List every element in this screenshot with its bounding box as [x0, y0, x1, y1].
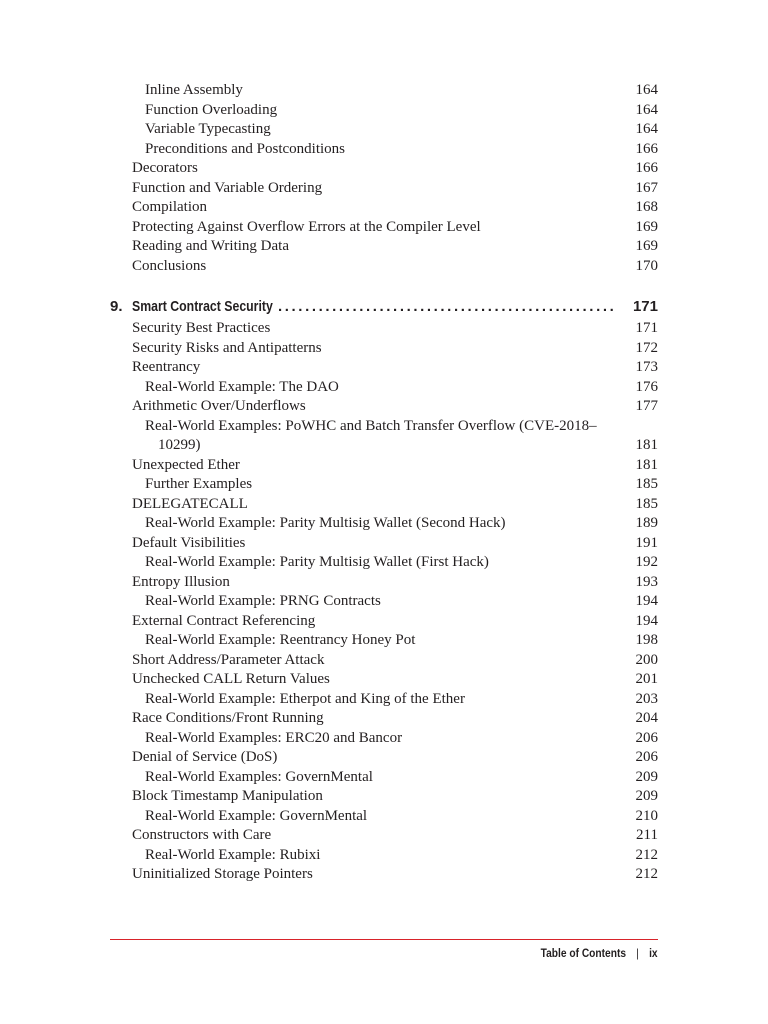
- toc-entry-title: [132, 787, 323, 807]
- toc-entry[interactable]: [0, 237, 768, 257]
- chapter-leader-dots: ..................................................: [278, 298, 617, 315]
- toc-entry-page: 204: [635, 710, 658, 726]
- toc-entry-title-text: Real-World Example: The DAO: [145, 378, 339, 395]
- toc-entry-title-text: Real-World Example: Etherpot and King of the Ether: [145, 690, 465, 707]
- toc-entry-page: 164: [635, 121, 658, 137]
- toc-entry-page: 169: [635, 218, 658, 235]
- toc-entry[interactable]: [0, 729, 768, 749]
- footer-page-number: ix: [649, 946, 658, 960]
- toc-entry-title: [145, 592, 381, 612]
- toc-entry-title: [132, 159, 198, 179]
- toc-entry[interactable]: [0, 826, 768, 846]
- toc-entry[interactable]: [0, 670, 768, 690]
- toc-entry-title-text: Real-World Examples: PoWHC and Batch Transfer Overflow (CVE-2018–: [145, 417, 597, 434]
- toc-entry-page: 206: [635, 729, 658, 746]
- toc-entry-title: [132, 397, 306, 417]
- toc-entry-page: 206: [635, 749, 658, 765]
- toc-entry-title-text: Constructors with Care: [132, 827, 272, 843]
- toc-entry-page: 192: [635, 554, 658, 570]
- toc-entry-title: [145, 101, 277, 121]
- toc-entry-title: [145, 417, 625, 456]
- toc-entry-title-text: Block Timestamp Manipulation: [132, 788, 323, 804]
- toc-entry-page: 210: [635, 807, 658, 824]
- toc-entry-title-text: Further Examples: [145, 476, 253, 492]
- toc-entry[interactable]: [0, 709, 768, 729]
- toc-entry[interactable]: [0, 198, 768, 218]
- toc-entry[interactable]: [0, 553, 768, 573]
- toc-entry-title: [145, 81, 243, 101]
- toc-entry-page: 173: [635, 359, 658, 375]
- toc-entry[interactable]: [0, 534, 768, 554]
- toc-entry-title: [132, 670, 330, 690]
- toc-entry-title: [132, 319, 270, 339]
- toc-entry-page: 166: [635, 140, 658, 157]
- toc-entry-title-text: Uninitialized Storage Pointers: [132, 866, 313, 882]
- toc-entry-page: 212: [635, 846, 658, 863]
- toc-entry-title-text: Preconditions and Postconditions: [145, 140, 345, 157]
- toc-entry-title: [132, 612, 315, 632]
- toc-entry-title: [132, 456, 240, 476]
- toc-entry-page: 191: [635, 534, 658, 551]
- toc-entry-page: 177: [635, 398, 658, 414]
- toc-entry-page: 172: [635, 339, 658, 356]
- toc-entry[interactable]: [0, 397, 768, 417]
- toc-entry[interactable]: [0, 378, 768, 398]
- toc-entry-title-text: Unexpected Ether: [132, 456, 240, 473]
- toc-entry-page: 203: [635, 690, 658, 707]
- toc-entry-title: [132, 534, 245, 554]
- toc-entry[interactable]: [0, 807, 768, 827]
- toc-entry-page: 166: [635, 160, 658, 176]
- toc-entry-title: [132, 218, 481, 238]
- footer-rule: [110, 939, 658, 940]
- toc-entry[interactable]: [0, 631, 768, 651]
- toc-entry-title-text: Unchecked CALL Return Values: [132, 671, 330, 687]
- toc-entry[interactable]: [0, 690, 768, 710]
- toc-entry-title: [132, 179, 322, 199]
- toc-entry-title-text: Real-World Example: Parity Multisig Wallet (First Hack): [145, 554, 489, 570]
- toc-entry-page: 185: [635, 495, 658, 512]
- chapter-number: 9.: [110, 298, 123, 315]
- toc-entry-title-text: DELEGATECALL: [132, 495, 248, 512]
- toc-entry-title: [145, 631, 415, 651]
- toc-entry-title: [132, 651, 324, 671]
- toc-entry-title-text: Decorators: [132, 160, 198, 176]
- toc-entry-title: [145, 378, 339, 398]
- toc-entry-page: 181: [635, 456, 658, 473]
- toc-section-list: [0, 319, 768, 885]
- toc-entry[interactable]: [0, 495, 768, 515]
- toc-entry-page: 194: [635, 593, 658, 609]
- toc-entry[interactable]: [0, 573, 768, 593]
- toc-entry-title-text: Real-World Example: Reentrancy Honey Pot: [145, 632, 416, 648]
- toc-entry-page: 194: [635, 612, 658, 629]
- toc-entry-title: [132, 339, 322, 359]
- toc-entry[interactable]: [0, 120, 768, 140]
- toc-entry-title: [132, 826, 271, 846]
- toc-entry-title: [145, 768, 373, 788]
- toc-entry-title-text: Short Address/Parameter Attack: [132, 651, 325, 668]
- toc-entry-title-text: Security Risks and Antipatterns: [132, 339, 322, 356]
- toc-entry[interactable]: [0, 456, 768, 476]
- chapter-page: 171: [632, 298, 658, 315]
- toc-entry[interactable]: [0, 257, 768, 277]
- toc-entry-page: 201: [635, 671, 658, 687]
- toc-entry-title: [132, 237, 289, 257]
- toc-entry[interactable]: [0, 612, 768, 632]
- toc-entry[interactable]: [0, 319, 768, 339]
- toc-entry[interactable]: [0, 651, 768, 671]
- toc-entry-title-text: Function and Variable Ordering: [132, 179, 323, 196]
- toc-entry-title-text: Reentrancy: [132, 359, 201, 375]
- toc-entry-title-text: Function Overloading: [145, 101, 278, 118]
- toc-entry[interactable]: [0, 179, 768, 199]
- chapter-heading[interactable]: [0, 294, 768, 319]
- toc-entry-title-text: Protecting Against Overflow Errors at the Compiler Level: [132, 218, 481, 235]
- toc-entry-page: 200: [635, 651, 658, 668]
- toc-entry-title-text: Arithmetic Over/Underflows: [132, 398, 306, 414]
- toc-entry-page: 193: [635, 573, 658, 590]
- toc-entry-title-text: Denial of Service (DoS): [132, 749, 278, 765]
- toc-entry-title-text: Real-World Example: GovernMental: [145, 807, 368, 824]
- toc-entry-title: [145, 846, 320, 866]
- toc-entry-title: [145, 807, 367, 827]
- table-of-contents: [0, 81, 768, 885]
- toc-entry-title: [145, 140, 345, 160]
- toc-entry-page: 212: [635, 866, 658, 882]
- toc-entry-page: 211: [636, 827, 658, 843]
- toc-entry-page: 169: [635, 238, 658, 254]
- toc-entry[interactable]: [0, 748, 768, 768]
- toc-entry[interactable]: [0, 159, 768, 179]
- toc-entry-title: [145, 120, 271, 140]
- toc-entry-title-text: Entropy Illusion: [132, 573, 230, 590]
- toc-entry-title: [132, 573, 230, 593]
- toc-entry-title-text: Variable Typecasting: [145, 121, 271, 137]
- toc-entry[interactable]: [0, 417, 768, 456]
- footer-section-title: Table of Contents: [541, 946, 627, 960]
- toc-entry[interactable]: [0, 218, 768, 238]
- toc-entry-title-text: Compilation: [132, 199, 207, 215]
- toc-entry-page: 176: [635, 378, 658, 395]
- toc-entry-title-text: External Contract Referencing: [132, 612, 316, 629]
- toc-entry-title: [132, 257, 206, 277]
- toc-entry-title: [145, 475, 252, 495]
- toc-entry[interactable]: [0, 846, 768, 866]
- toc-entry-title: [145, 514, 506, 534]
- toc-entry-page: 198: [635, 632, 658, 648]
- toc-entry-title-text: Race Conditions/Front Running: [132, 710, 324, 726]
- toc-entry-title: [132, 709, 324, 729]
- toc-entry-title-text: Default Visibilities: [132, 534, 246, 551]
- toc-entry[interactable]: [0, 514, 768, 534]
- toc-entry[interactable]: [0, 358, 768, 378]
- toc-entry-page: 164: [635, 82, 658, 98]
- toc-entry-title-continuation: 10299): [158, 437, 201, 453]
- toc-entry[interactable]: [0, 140, 768, 160]
- toc-pre-list: [0, 81, 768, 276]
- toc-entry-page: 168: [635, 199, 658, 215]
- toc-entry-title-text: Reading and Writing Data: [132, 238, 289, 254]
- toc-entry-title: [132, 198, 207, 218]
- page-footer: [541, 945, 658, 961]
- toc-entry-page: 181: [635, 437, 658, 453]
- toc-entry-title-text: Inline Assembly: [145, 82, 243, 98]
- toc-entry-title-text: Real-World Example: Rubixi: [145, 846, 321, 863]
- toc-entry-title-text: Real-World Examples: ERC20 and Bancor: [145, 729, 403, 746]
- toc-entry-title: [132, 748, 277, 768]
- toc-entry[interactable]: [0, 592, 768, 612]
- toc-entry-title: [132, 358, 200, 378]
- toc-entry-page: 209: [635, 768, 658, 785]
- toc-entry[interactable]: [0, 101, 768, 121]
- toc-entry-title-text: Real-World Example: PRNG Contracts: [145, 593, 381, 609]
- toc-entry-page: 170: [635, 257, 658, 274]
- chapter-title: Smart Contract Security: [132, 298, 273, 315]
- toc-entry-page: 185: [635, 476, 658, 492]
- footer-separator: |: [636, 946, 640, 960]
- toc-entry-title: [145, 553, 489, 573]
- toc-entry[interactable]: [0, 475, 768, 495]
- toc-entry[interactable]: [0, 339, 768, 359]
- toc-entry-page: 171: [635, 320, 658, 336]
- toc-entry-title: [132, 495, 248, 515]
- toc-entry-page: 209: [635, 788, 658, 804]
- toc-entry-title: [145, 729, 402, 749]
- toc-entry-title-text: Real-World Examples: GovernMental: [145, 768, 373, 785]
- toc-entry[interactable]: [0, 768, 768, 788]
- toc-entry-page: 189: [635, 515, 658, 531]
- toc-entry[interactable]: [0, 787, 768, 807]
- toc-entry[interactable]: [0, 865, 768, 885]
- toc-entry-page: 164: [635, 101, 658, 118]
- toc-entry-title-text: Real-World Example: Parity Multisig Wallet (Second Hack): [145, 515, 506, 531]
- toc-entry-title-text: Conclusions: [132, 257, 207, 274]
- toc-entry-page: 167: [635, 179, 658, 196]
- toc-entry-title: [145, 690, 465, 710]
- toc-entry[interactable]: [0, 81, 768, 101]
- toc-entry-title-text: Security Best Practices: [132, 320, 271, 336]
- toc-entry-title: [132, 865, 313, 885]
